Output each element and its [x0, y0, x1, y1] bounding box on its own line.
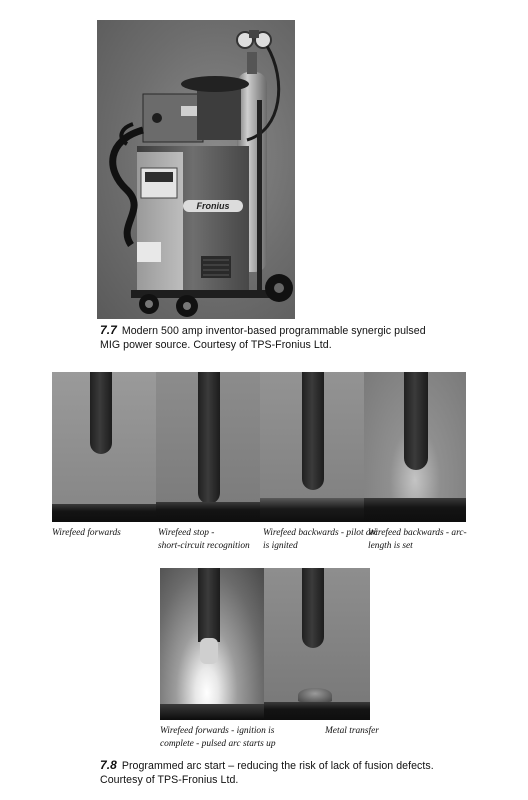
stage-label-3: Wirefeed backwards - pilot arc is ignited — [263, 528, 379, 551]
stage-label-5: Wirefeed forwards - ignition is complete - pulsed arc starts up — [160, 726, 276, 749]
stage-label-1: Wirefeed forwards — [52, 528, 121, 538]
figure-7-8-caption — [100, 758, 520, 787]
stage-panel-ignition-complete — [160, 568, 264, 720]
figure-7-7-caption — [100, 323, 500, 352]
figure-7-8-caption-line1: 7.8 Programmed arc start – reducing the risk of lack of fusion defects. — [100, 758, 434, 772]
figure-7-7-caption-line1: 7.7 Modern 500 amp inventor-based programmable synergic pulsed — [100, 323, 426, 337]
stage-label-6: Metal transfer — [325, 726, 379, 736]
stage-panel-wirefeed-stop — [156, 372, 260, 522]
figure-number: 7.8 — [100, 758, 117, 772]
figure-7-7-caption-line2: MIG power source. Courtesy of TPS-Fronius Ltd. — [100, 339, 332, 351]
stage-label-4: Wirefeed backwards - arc- length is set — [368, 528, 467, 551]
stage-panel-arc-length-set — [364, 372, 466, 522]
welding-machine-illustration — [97, 20, 295, 319]
fronius-logo: Fronius — [196, 201, 230, 211]
welding-machine-photo — [97, 20, 295, 319]
stage-panel-wirefeed-forwards — [52, 372, 156, 522]
figure-7-8-caption-line2: Courtesy of TPS-Fronius Ltd. — [100, 774, 239, 786]
arc-start-top-strip — [52, 372, 466, 522]
arc-start-bottom-strip — [160, 568, 370, 720]
stage-label-2: Wirefeed stop - short-circuit recognition — [158, 528, 250, 551]
stage-panel-metal-transfer — [264, 568, 370, 720]
stage-panel-pilot-arc — [260, 372, 364, 522]
figure-number: 7.7 — [100, 323, 117, 337]
